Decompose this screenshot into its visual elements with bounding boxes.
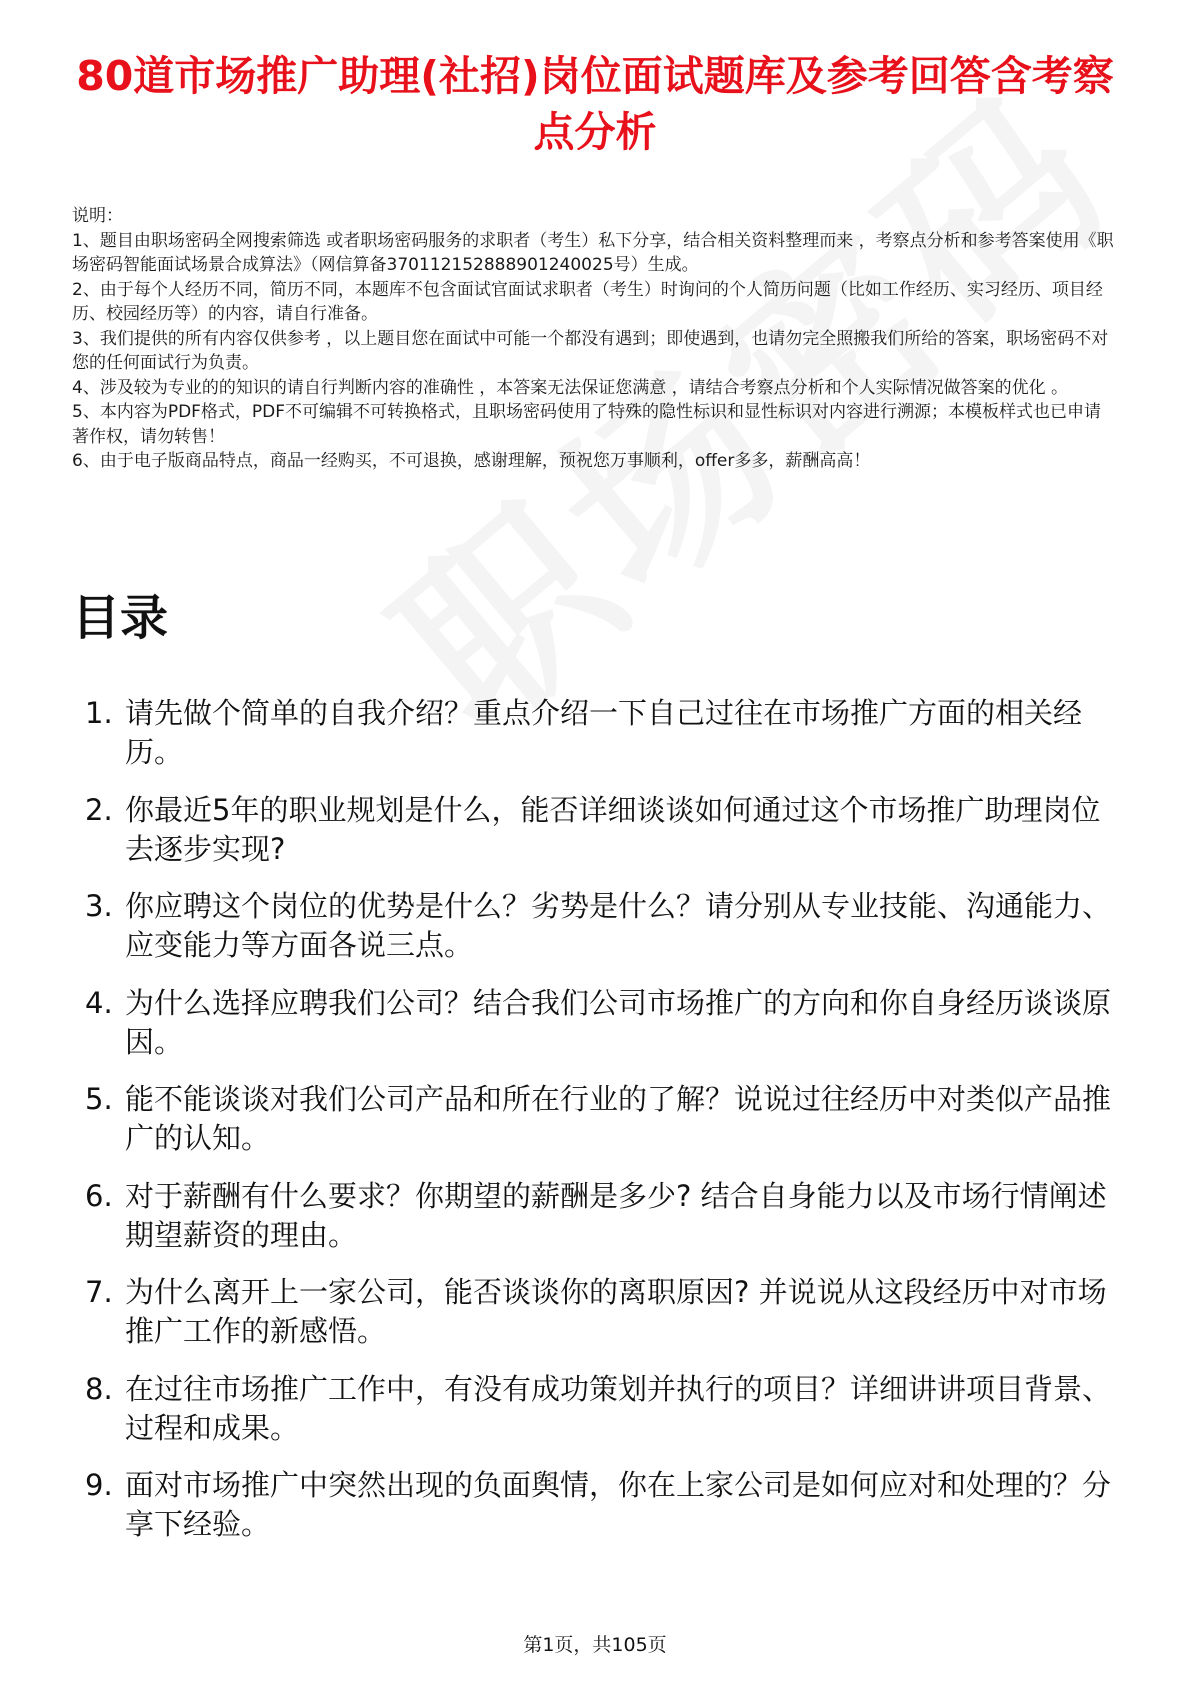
notes-section: [72, 204, 1118, 474]
question-number: 9.: [85, 1468, 113, 1502]
question-text: 能不能谈谈对我们公司产品和所在行业的了解？说说过往经历中对类似产品推广的认知。: [125, 1082, 1112, 1155]
note-item: 3、我们提供的所有内容仅供参考 ，以上题目您在面试中可能一个都没有遇到；即使遇到，也请勿完全照搬我们所给的答案，职场密码不对您的任何面试行为负责。: [72, 328, 1109, 373]
question-number: 6.: [85, 1178, 113, 1213]
note-item: 2、由于每个人经历不同，简历不同，本题库不包含面试官面试求职者（考生）时询问的个人简历问题（比如工作经历、实习经历、项目经历、校园经历等）的内容，请自行准备。: [72, 279, 1103, 324]
question-item: [0, 1177, 1190, 1255]
question-text: 对于薪酬有什么要求？你期望的薪酬是多少? 结合自身能力以及市场行情阐述期望薪资的理由。: [125, 1178, 1107, 1252]
question-item: [0, 1370, 1190, 1448]
question-number: 3.: [85, 889, 113, 923]
question-item: [0, 1466, 1190, 1544]
question-number: 2.: [85, 792, 113, 827]
question-text: 你最近5年的职业规划是什么，能否详细谈谈如何通过这个市场推广助理岗位去逐步实现?: [125, 792, 1101, 866]
page-footer: 第1页，共105页: [523, 1634, 667, 1656]
note-item: 5、本内容为PDF格式，PDF不可编辑不可转换格式，且职场密码使用了特殊的隐性标识和显性标识对内容进行溯源；本模板样式也已申请著作权，请勿转售！: [72, 402, 1102, 447]
question-text: 在过往市场推广工作中，有没有成功策划并执行的项目？详细讲讲项目背景、过程和成果。: [125, 1371, 1112, 1445]
question-text: 你应聘这个岗位的优势是什么？劣势是什么？请分别从专业技能、沟通能力、应变能力等方面各说三点。: [125, 889, 1112, 962]
question-text: 为什么离开上一家公司，能否谈谈你的离职原因? 并说说从这段经历中对市场推广工作的新感悟。: [125, 1275, 1107, 1348]
question-number: 1.: [85, 696, 113, 730]
question-text: 面对市场推广中突然出现的负面舆情，你在上家公司是如何应对和处理的？分享下经验。: [125, 1468, 1112, 1541]
question-text: 为什么选择应聘我们公司？结合我们公司市场推广的方向和你自身经历谈谈原因。: [125, 985, 1112, 1059]
question-item: [0, 1080, 1190, 1158]
question-item: [0, 1273, 1190, 1351]
question-item: [0, 791, 1190, 869]
question-number: 4.: [85, 985, 113, 1020]
question-number: 5.: [85, 1082, 113, 1116]
notes-heading: 说明：: [72, 206, 123, 226]
toc-heading: 目录: [72, 590, 169, 646]
question-item: [0, 984, 1190, 1062]
note-item: 6、由于电子版商品特点，商品一经购买，不可退换，感谢理解，预祝您万事顺利，offer多多，薪酬高高！: [72, 451, 871, 471]
question-number: 8.: [85, 1371, 113, 1406]
question-item: [0, 694, 1190, 772]
document-title: 80道市场推广助理(社招)岗位面试题库及参考回答含考察点分析: [76, 52, 1114, 156]
note-item: 4、涉及较为专业的的知识的请自行判断内容的准确性 ，本答案无法保证您满意 ，请结合考察点分析和个人实际情况做答案的优化 。: [72, 377, 1069, 398]
question-number: 7.: [85, 1275, 113, 1309]
question-list: [0, 694, 1190, 1563]
question-text: 请先做个简单的自我介绍？重点介绍一下自己过往在市场推广方面的相关经历。: [125, 696, 1083, 769]
note-item: 1、题目由职场密码全网搜索筛选 或者职场密码服务的求职者（考生）私下分享，结合相关资料整理而来 ，考察点分析和参考答案使用《职场密码智能面试场景合成算法》（网信算备370112152888901240025号）生成。: [72, 230, 1114, 275]
question-item: [0, 887, 1190, 965]
